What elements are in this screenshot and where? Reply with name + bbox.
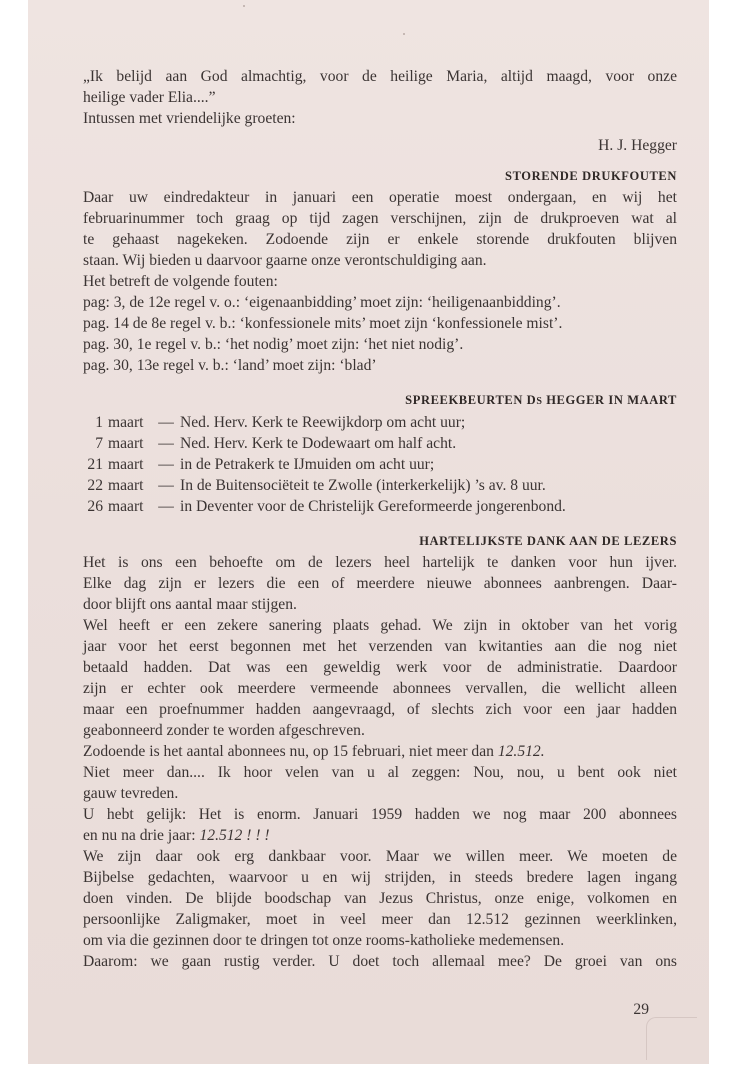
closing-line: Intussen met vriendelijke groeten: xyxy=(83,110,296,127)
paragraph-line: Daar uw eindredakteur in januari een operatie moest ondergaan, en wij het xyxy=(83,189,677,206)
entry-dash: — xyxy=(158,435,174,452)
errata-intro: Het betreft de volgende fouten: xyxy=(83,273,278,290)
heading-part: SPREEKBEURTEN D xyxy=(405,393,537,407)
section-errata xyxy=(83,166,677,376)
entry-text: Ned. Herv. Kerk te Dodewaart om half acht. xyxy=(180,435,457,452)
entry-text: In de Buitensociëteit te Zwolle (interkerkelijk) ’s av. 8 uur. xyxy=(180,477,546,494)
paragraph-line: gauw tevreden. xyxy=(83,785,179,802)
paragraph-line: doen vinden. De blijde boodschap van Jezus Christus, onze enige, volkomen en xyxy=(83,890,677,907)
paragraph-line: U hebt gelijk: Het is enorm. Januari 1959 hadden we nog maar 200 abonnees xyxy=(83,806,677,823)
paragraph-line: te gehaast nagekeken. Zodoende zijn er enkele storende drukfouten blijven xyxy=(83,231,677,248)
section-heading xyxy=(83,390,677,412)
paragraph-line: zijn er echter ook meerdere vermeende abonnees vervallen, die wellicht alleen xyxy=(83,680,677,697)
entry-month: maart xyxy=(108,414,144,431)
heading-part-small: S xyxy=(536,396,543,407)
entry-text: in de Petrakerk te IJmuiden om acht uur; xyxy=(180,456,435,473)
section-heading: HARTELIJKSTE DANK AAN DE LEZERS xyxy=(419,534,677,548)
paragraph-line: door blijft ons aantal maar stijgen. xyxy=(83,596,297,613)
paragraph-line: om via die gezinnen door te dringen tot onze rooms-katholieke medemensen. xyxy=(83,932,565,949)
entry-dash: — xyxy=(158,498,174,515)
subscriber-count: 12.512. xyxy=(497,743,545,760)
paragraph-line: maar een proefnummer hadden aangevraagd, of slechts zich voor een jaar hadden xyxy=(83,701,677,718)
paragraph-line: geabonneerd zonder te worden afgeschreven. xyxy=(83,722,365,739)
schedule-entry xyxy=(83,412,677,433)
text-segment: en nu na drie jaar: xyxy=(83,827,200,844)
paper-speck xyxy=(403,33,405,35)
section-thanks xyxy=(83,531,677,972)
schedule-entry xyxy=(83,496,677,517)
paragraph-line xyxy=(83,741,677,762)
letter-ending xyxy=(83,66,677,156)
entry-day: 22 xyxy=(87,477,103,494)
entry-day: 7 xyxy=(95,435,103,452)
entry-dash: — xyxy=(158,477,174,494)
text-segment: Zodoende is het aantal abonnees nu, op 15 februari, niet meer dan xyxy=(83,743,498,760)
quote-line: heilige vader Elia....” xyxy=(83,89,216,106)
paragraph-line: Daarom: we gaan rustig verder. U doet toch allemaal mee? De groei van ons xyxy=(83,953,677,970)
paragraph-line xyxy=(83,825,677,846)
page-number: 29 xyxy=(633,1001,649,1018)
section-schedule xyxy=(83,390,677,517)
entry-text: Ned. Herv. Kerk te Reewijkdorp om acht uur; xyxy=(180,414,466,431)
heading-part: HEGGER IN MAART xyxy=(542,393,677,407)
page-corner-crease xyxy=(646,1017,697,1060)
paragraph-line: februarinummer toch graag op tijd zagen verschijnen, zijn de drukproeven wat al xyxy=(83,210,677,227)
paragraph-line: Het is ons een behoefte om de lezers heel hartelijk te danken voor hun ijver. xyxy=(83,554,677,571)
subscriber-count: 12.512 ! ! ! xyxy=(199,827,270,844)
entry-text: in Deventer voor de Christelijk Gereformeerde jongerenbond. xyxy=(180,498,566,515)
scanned-page xyxy=(28,0,709,1064)
paragraph-line: Elke dag zijn er lezers die een of meerdere nieuwe abonnees aanbrengen. Daar- xyxy=(83,575,677,592)
errata-item: pag. 14 de 8e regel v. b.: ‘konfessionele mits’ moet zijn ‘konfessionele mist’. xyxy=(83,315,563,332)
entry-month: maart xyxy=(108,477,144,494)
paragraph-line: betaald hadden. Dat was een geweldig werk voor de administratie. Daardoor xyxy=(83,659,677,676)
entry-dash: — xyxy=(158,414,174,431)
section-heading: STORENDE DRUKFOUTEN xyxy=(505,169,677,183)
paragraph-line: Bijbelse gedachten, waarvoor u en wij strijden, in steeds bredere lagen ingang xyxy=(83,869,677,886)
paragraph-line: staan. Wij bieden u daarvoor gaarne onze verontschuldiging aan. xyxy=(83,252,487,269)
errata-item: pag. 30, 13e regel v. b.: ‘land’ moet zijn: ‘blad’ xyxy=(83,357,377,374)
paragraph-line: Niet meer dan.... Ik hoor velen van u al zeggen: Nou, nou, u bent ook niet xyxy=(83,764,677,781)
entry-day: 26 xyxy=(87,498,103,515)
schedule-entry xyxy=(83,433,677,454)
quote-line: „Ik belijd aan God almachtig, voor de heilige Maria, altijd maagd, voor onze xyxy=(83,68,677,85)
entry-day: 1 xyxy=(95,414,103,431)
schedule-entry xyxy=(83,475,677,496)
entry-day: 21 xyxy=(87,456,103,473)
signature: H. J. Hegger xyxy=(598,137,677,154)
errata-item: pag. 30, 1e regel v. b.: ‘het nodig’ moet zijn: ‘het niet nodig’. xyxy=(83,336,464,353)
schedule-entry xyxy=(83,454,677,475)
entry-month: maart xyxy=(108,498,144,515)
errata-item: pag: 3, de 12e regel v. o.: ‘eigenaanbidding’ moet zijn: ‘heiligenaanbidding’. xyxy=(83,294,561,311)
page-content xyxy=(83,66,677,972)
entry-dash: — xyxy=(158,456,174,473)
entry-month: maart xyxy=(108,456,144,473)
paragraph-line: persoonlijke Zaligmaker, moet in veel meer dan 12.512 gezinnen weerklinken, xyxy=(83,911,677,928)
paragraph-line: Wel heeft er een zekere sanering plaats gehad. We zijn in oktober van het vorig xyxy=(83,617,677,634)
paragraph-line: We zijn daar ook erg dankbaar voor. Maar we willen meer. We moeten de xyxy=(83,848,677,865)
paragraph-line: jaar voor het eerst begonnen met het verzenden van kwitanties aan die nog niet xyxy=(83,638,677,655)
entry-month: maart xyxy=(108,435,144,452)
paper-speck xyxy=(243,5,245,7)
